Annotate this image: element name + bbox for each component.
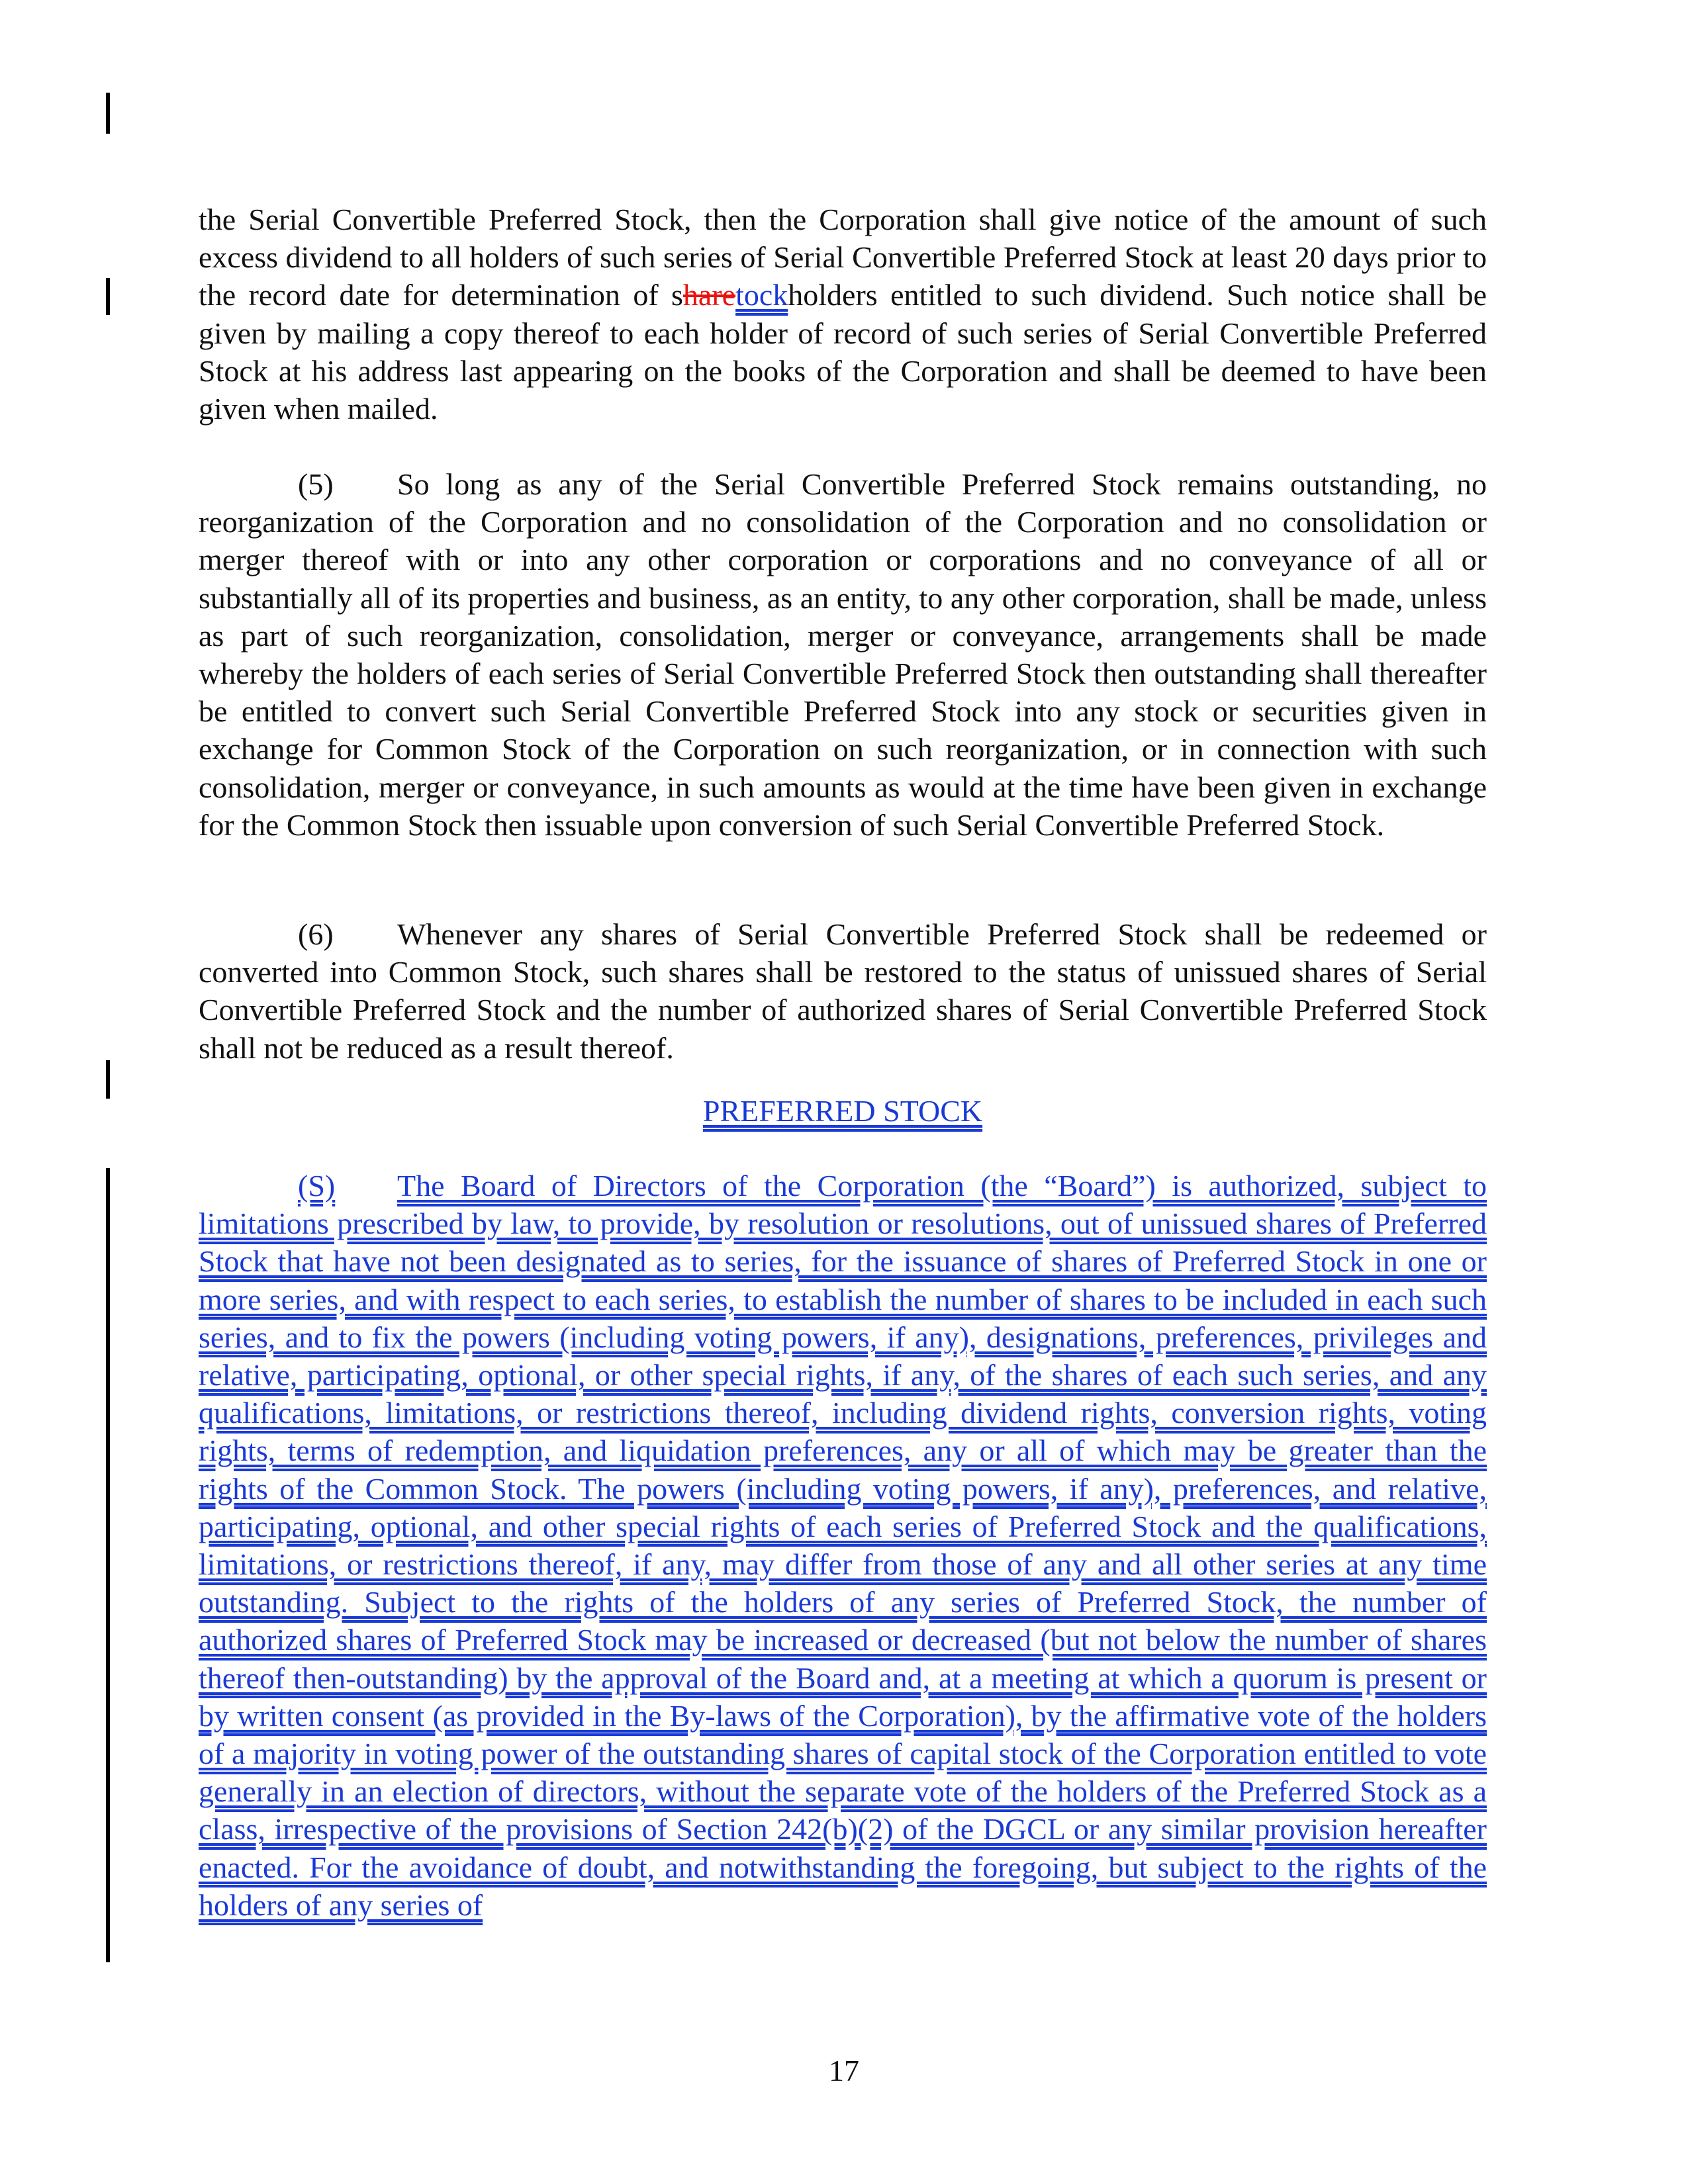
page-number: 17 bbox=[829, 2054, 859, 2087]
section-heading-text: PREFERRED STOCK bbox=[702, 1094, 983, 1128]
paragraph-5-text: So long as any of the Serial Convertible Preferred Stock remains outstanding, no reorganization of the Corporation and no consolidation of the Corporation and no consolidation or merger thereof with or into any other corporation or corporations and no conveyance of all or substantially all of its properties and business, as an entity, to any other corporation, shall be made, unless as part of such reorganization, consolidation, merger or conveyance, arrangements shall be made whereby the holders of each series of Serial Convertible Preferred Stock then outstanding shall thereafter be entitled to convert such Serial Convertible Preferred Stock into any stock or securities given in exchange for Common Stock of the Corporation on such reorganization, or in connection with such consolidation, merger or conveyance, in such amounts as would at the time have been given in exchange for the Common Stock then issuable upon conversion of such Serial Convertible Preferred Stock. bbox=[199, 467, 1487, 842]
paragraph-s bbox=[199, 1167, 1487, 1924]
paragraph-6-number: (6) bbox=[298, 917, 334, 951]
change-bar-paragraph-s bbox=[106, 1168, 110, 1962]
section-heading bbox=[199, 1092, 1487, 1130]
paragraph-6-text: Whenever any shares of Serial Convertible Preferred Stock shall be redeemed or converted into Common Stock, such shares shall be restored to the status of unissued shares of Serial Convertible Preferred Stock and the number of authorized shares of Serial Convertible Preferred Stock shall not be reduced as a result thereof. bbox=[199, 917, 1487, 1065]
paragraph-s-text: The Board of Directors of the Corporation (the “Board”) is authorized, subject to limitations prescribed by law, to provide, by resolution or resolutions, out of unissued shares of Preferred Stock that have not been designated as to series, for the issuance of shares of Preferred Stock in one or more series, and with respect to each series, to establish the number of shares to be included in each such series, and to fix the powers (including voting powers, if any), designations, preferences, privileges and relative, participating, optional, or other special rights, if any, of the shares of each such series, and any qualifications, limitations, or restrictions thereof, including dividend rights, conversion rights, voting rights, terms of redemption, and liquidation preferences, any or all of which may be greater than the rights of the Common Stock. The powers (including voting powers, if any), preferences, and relative, participating, optional, and other special rights of each series of Preferred Stock and the qualifications, limitations, or restrictions thereof, if any, may differ from those of any and all other series at any time outstanding. Subject to the rights of the holders of any series of Preferred Stock, the number of authorized shares of Preferred Stock may be increased or decreased (but not below the number of shares thereof then-outstanding) by the approval of the Board and, at a meeting at which a quorum is present or by written consent (as provided in the By-laws of the Corporation), by the affirmative vote of the holders of a majority in voting power of the outstanding shares of capital stock of the Corporation entitled to vote generally in an election of directors, without the separate vote of the holders of the Preferred Stock as a class, irrespective of the provisions of Section 242(b)(2) of the DGCL or any similar provision hereafter enacted. For the avoidance of doubt, and notwithstanding the foregoing, but subject to the rights of the holders of any series of bbox=[199, 1169, 1487, 1922]
paragraph-6 bbox=[199, 915, 1487, 1067]
paragraph-1-text-before: the Serial Convertible Preferred Stock, then the Corporation shall give notice of the amount of such excess dividend to all holders of such series of Serial Convertible Preferred Stock at least 20 days prior to the record date for determination of s bbox=[199, 203, 1487, 312]
paragraph-5 bbox=[199, 465, 1487, 844]
paragraph-1-text-after: holders entitled to such dividend. Such notice shall be given by mailing a copy thereof to each holder of record of such series of Serial Convertible Preferred Stock at his address last appearing on the books of the Corporation and shall be deemed to have been given when mailed. bbox=[199, 278, 1487, 426]
paragraph-continued bbox=[199, 201, 1487, 428]
change-bar-heading bbox=[106, 1060, 110, 1099]
inserted-text: tock bbox=[735, 278, 788, 312]
deleted-text: hare bbox=[682, 278, 736, 312]
paragraph-s-number: (S) bbox=[298, 1169, 336, 1203]
change-bar-paragraph-1 bbox=[106, 278, 110, 315]
change-bar-top bbox=[106, 93, 110, 134]
paragraph-5-number: (5) bbox=[298, 467, 334, 501]
